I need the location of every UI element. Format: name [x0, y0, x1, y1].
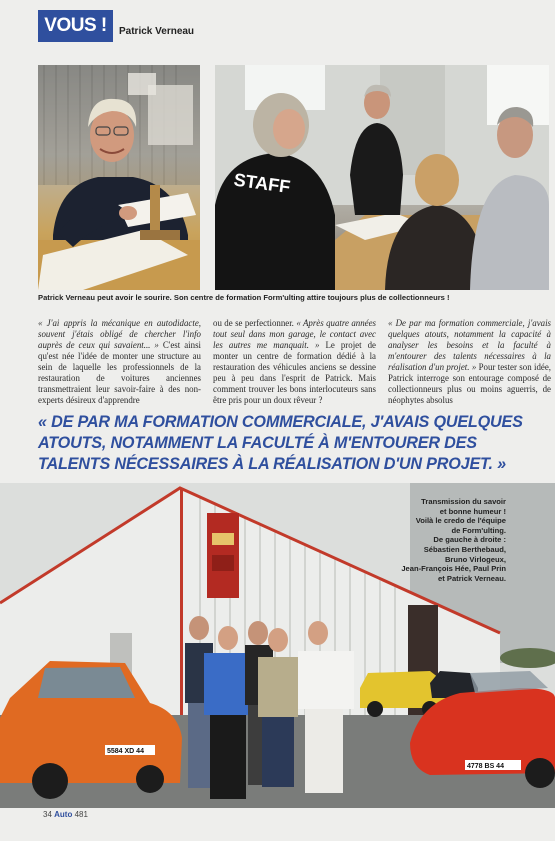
plate-citroen: 5584 XD 44: [107, 748, 144, 755]
magazine-name: Auto: [54, 810, 73, 819]
team-caption: [366, 497, 506, 583]
photo-training-session: [215, 65, 549, 290]
page-footer: [43, 810, 88, 819]
team-caption-line: Voilà le credo de l'équipe: [415, 516, 506, 526]
team-caption-line: Transmission du savoir: [421, 497, 506, 506]
photo-training-illustration: [215, 65, 549, 290]
author-name: Patrick Verneau: [119, 26, 195, 37]
issue-number: 481: [74, 810, 88, 819]
photo-patrick-illustration: [38, 65, 200, 290]
team-caption-line: Jean-François Hée, Paul Prin: [401, 564, 506, 574]
article-column-3: [388, 318, 551, 406]
quote-col2: « Après quatre années tout seul dans mon garage, le contact avec les autres me manquait. »: [213, 318, 376, 350]
page-number: 34: [43, 810, 52, 819]
text-col2-b: Le projet de monter un centre de formation dédié à la restauration des véhicules anciens se dessine peu à peu dans l'esprit de Patrick. Mais comment trouver les bons interlocuteurs sans être pris pour un doux rêveur ?: [213, 340, 376, 405]
photo-caption: Patrick Verneau peut avoir le sourire. Son centre de formation Form'ulting attire toujours plus de collectionneurs !: [38, 293, 450, 302]
team-caption-line: Sébastien Berthebaud,: [423, 544, 506, 554]
team-caption-line: et Patrick Verneau.: [438, 573, 506, 583]
article-column-1: [38, 318, 201, 406]
rubric-badge: VOUS !: [38, 10, 113, 42]
text-col1: C'est ainsi qu'est née l'idée de monter une structure au sein de laquelle les professionnels de la restauration de voitures anciennes transmettraient leur savoir-faire à des non-experts désireux d'apprendre: [38, 340, 201, 405]
quote-col1: « J'ai appris la mécanique en autodidacte, souvent j'étais obligé de chercher l'info auprès de ceux qui savaient... »: [38, 318, 201, 350]
text-col2-a: ou de se perfectionner.: [213, 318, 297, 328]
article-column-2: [213, 318, 376, 406]
pull-quote: « DE PAR MA FORMATION COMMERCIALE, J'AVAIS QUELQUES ATOUTS, NOTAMMENT LA FACULTÉ À M'ENTOURER DES TALENTS NÉCESSAIRES À LA RÉALISATION D'UN PROJET. »: [38, 413, 523, 473]
plate-alfa: 4778 BS 44: [467, 763, 504, 770]
photo-patrick-at-desk: [38, 65, 200, 290]
text-col3: Pour tester son idée, Patrick interroge son entourage composé de collectionneurs plus ou moins aguerris, de néophytes absolus: [388, 362, 551, 405]
team-caption-line: Bruno Virlogeux,: [444, 554, 506, 564]
team-caption-line: et bonne humeur !: [439, 506, 506, 516]
team-caption-line: De gauche à droite :: [433, 535, 506, 545]
quote-col3: « De par ma formation commerciale, j'avais quelques atouts, notamment la capacité à analyser les besoins et la faculté à m'entourer des talents nécessaires à la réalisation d'un projet. »: [388, 318, 551, 372]
team-caption-line: de Form'ulting.: [451, 525, 506, 535]
staff-tshirt-text: STAFF: [232, 169, 292, 198]
